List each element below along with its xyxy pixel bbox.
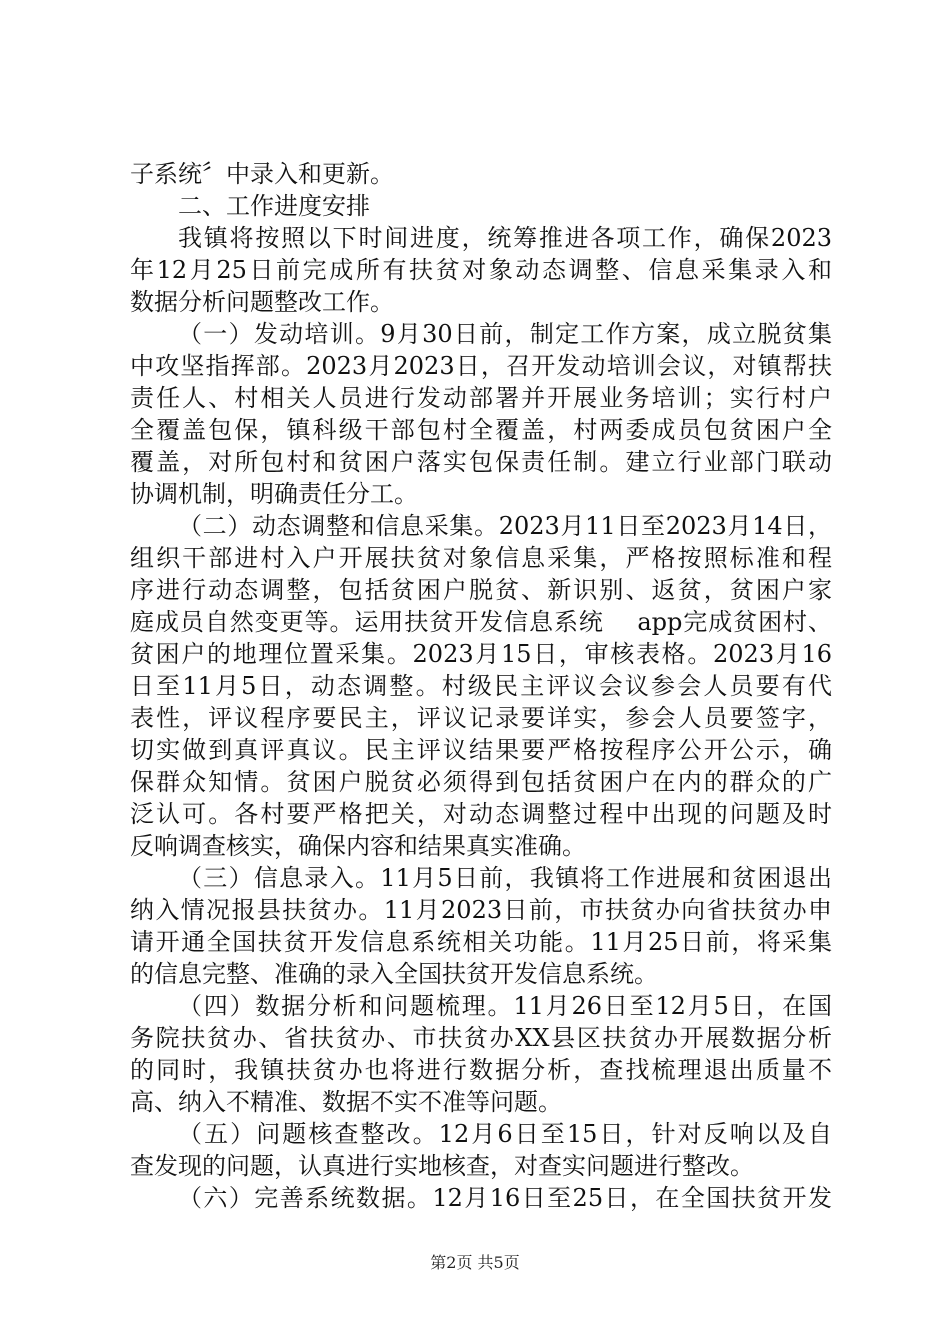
text-line: 的同时，我镇扶贫办也将进行数据分析，查找梳理退出质量不 bbox=[130, 1056, 832, 1084]
text-line: 责任人、村相关人员进行发动部署并开展业务培训；实行村户 bbox=[130, 384, 832, 412]
text-line: 二、工作进度安排 bbox=[178, 192, 370, 220]
text-line: 庭成员自然变更等。运用扶贫开发信息系统 app完成贫困村、 bbox=[130, 608, 832, 636]
text-line: 切实做到真评真议。民主评议结果要严格按程序公开公示，确 bbox=[130, 736, 832, 764]
text-line: （一）发动培训。9月30日前，制定工作方案，成立脱贫集 bbox=[178, 320, 832, 348]
text-line: 数据分析问题整改工作。 bbox=[130, 288, 394, 316]
text-line: 请开通全国扶贫开发信息系统相关功能。11月25日前，将采集 bbox=[130, 928, 832, 956]
text-line: 高、纳入不精准、数据不实不准等问题。 bbox=[130, 1088, 562, 1116]
text-line: 协调机制，明确责任分工。 bbox=[130, 480, 418, 508]
text-line: 覆盖，对所包村和贫困户落实包保责任制。建立行业部门联动 bbox=[130, 448, 832, 476]
text-line: 年12月25日前完成所有扶贫对象动态调整、信息采集录入和 bbox=[130, 256, 832, 284]
text-line: 泛认可。各村要严格把关，对动态调整过程中出现的问题及时 bbox=[130, 800, 832, 828]
text-line: 保群众知情。贫困户脱贫必须得到包括贫困户在内的群众的广 bbox=[130, 768, 832, 796]
page-footer: 第2页 共5页 bbox=[430, 1253, 520, 1272]
text-line: 日至11月5日，动态调整。村级民主评议会议参会人员要有代 bbox=[130, 672, 832, 700]
text-line: 我镇将按照以下时间进度，统筹推进各项工作，确保2023 bbox=[178, 224, 832, 252]
text-line: 贫困户的地理位置采集。2023月15日，审核表格。2023月16 bbox=[130, 640, 832, 668]
text-line: （四）数据分析和问题梳理。11月26日至12月5日，在国 bbox=[178, 992, 832, 1020]
text-line: （五）问题核查整改。12月6日至15日，针对反响以及自 bbox=[178, 1120, 832, 1148]
text-line: （六）完善系统数据。12月16日至25日，在全国扶贫开发 bbox=[178, 1184, 832, 1212]
text-line: 查发现的问题，认真进行实地核查，对查实问题进行整改。 bbox=[130, 1152, 754, 1180]
text-line: 中攻坚指挥部。2023月2023日，召开发动培训会议，对镇帮扶 bbox=[130, 352, 832, 380]
text-line: 反响调查核实，确保内容和结果真实准确。 bbox=[130, 832, 586, 860]
text-line: 全覆盖包保，镇科级干部包村全覆盖，村两委成员包贫困户全 bbox=[130, 416, 832, 444]
text-line: 组织干部进村入户开展扶贫对象信息采集，严格按照标准和程 bbox=[130, 544, 832, 572]
text-line: 序进行动态调整，包括贫困户脱贫、新识别、返贫，贫困户家 bbox=[130, 576, 832, 604]
text-line: 务院扶贫办、省扶贫办、市扶贫办XX县区扶贫办开展数据分析 bbox=[130, 1024, 832, 1052]
document-body bbox=[130, 158, 832, 1214]
text-line: 子系统〞中录入和更新。 bbox=[130, 160, 394, 188]
text-line: （二）动态调整和信息采集。2023月11日至2023月14日， bbox=[178, 512, 832, 540]
text-line: 表性，评议程序要民主，评议记录要详实，参会人员要签字， bbox=[130, 704, 832, 732]
text-line: 纳入情况报县扶贫办。11月2023日前，市扶贫办向省扶贫办申 bbox=[130, 896, 832, 924]
text-line: 的信息完整、准确的录入全国扶贫开发信息系统。 bbox=[130, 960, 658, 988]
text-line: （三）信息录入。11月5日前，我镇将工作进展和贫困退出 bbox=[178, 864, 832, 892]
